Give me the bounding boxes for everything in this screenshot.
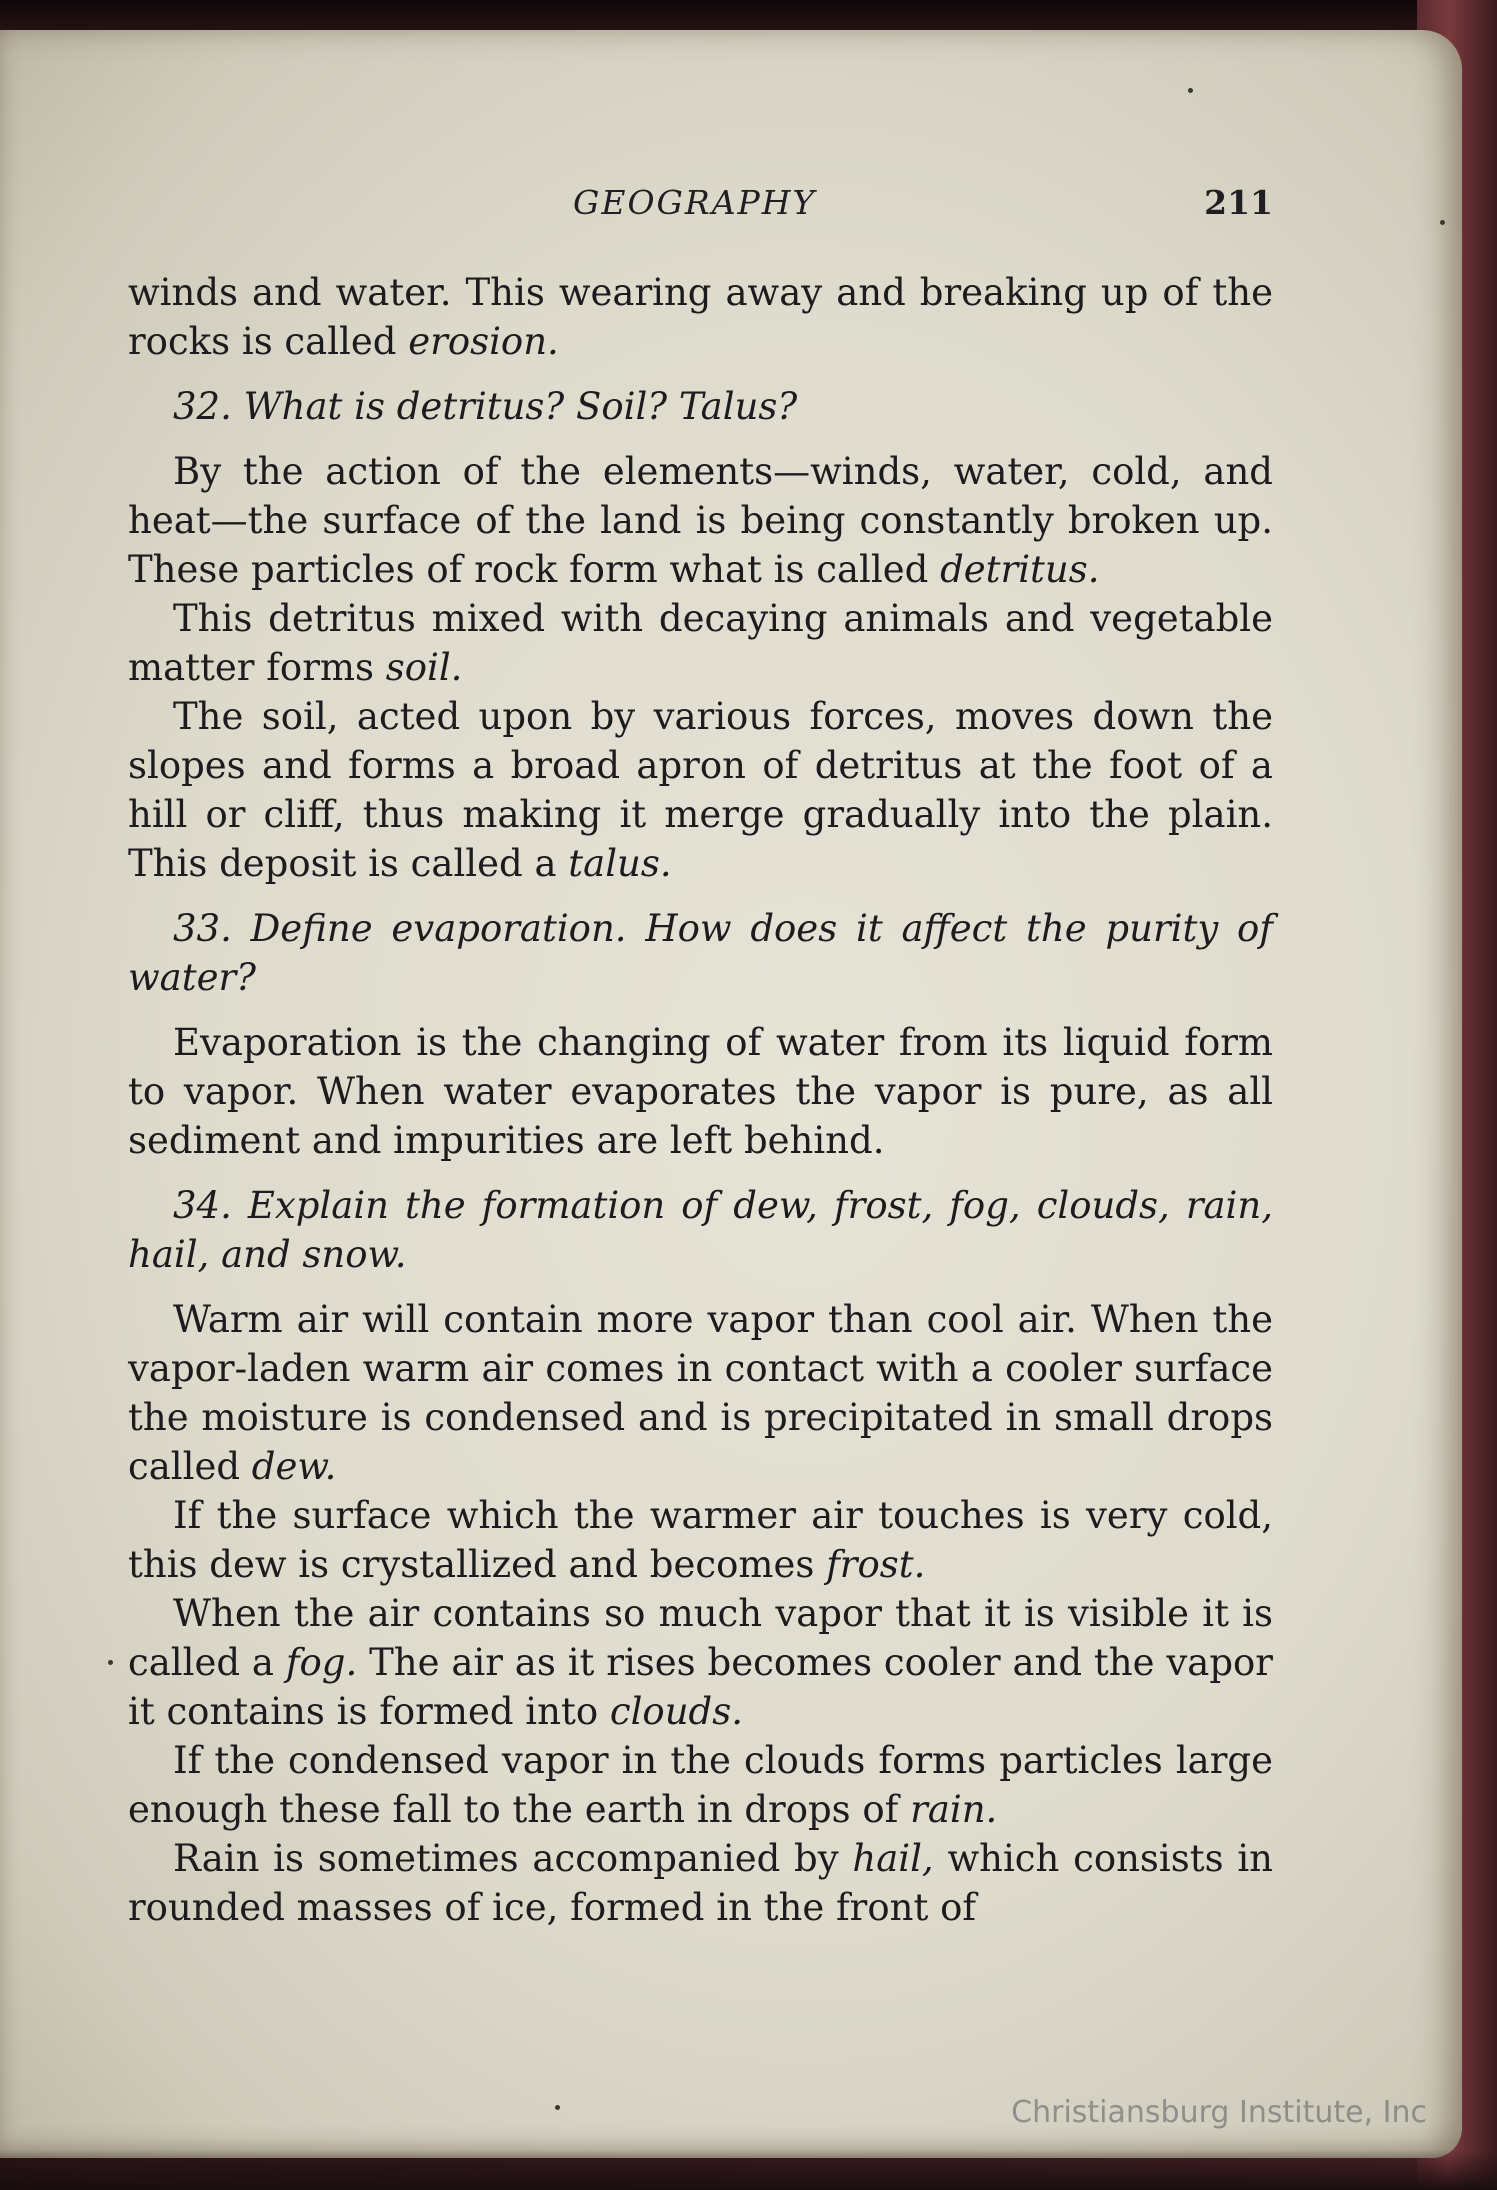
- term-frost: frost.: [826, 1543, 926, 1586]
- page-header: [128, 183, 1273, 233]
- paragraph-soil: [128, 594, 1273, 692]
- paragraph-frost: [128, 1491, 1273, 1589]
- paper-speck: [555, 2105, 560, 2110]
- term-detritus: detritus.: [940, 548, 1100, 591]
- term-hail: hail,: [852, 1837, 934, 1880]
- paper-speck: [108, 1660, 113, 1665]
- paragraph-text: Warm air will contain more vapor than cool air. When the vapor-laden warm air comes in contact with a cooler surface the moisture is condensed and is precipitated in small drops called: [128, 1298, 1273, 1488]
- question-33: 33. Define evaporation. How does it affect the purity of water?: [128, 907, 1273, 999]
- paragraph-text: If the surface which the warmer air touches is very cold, this dew is crystallized and becomes: [128, 1494, 1273, 1586]
- running-title: GEOGRAPHY: [573, 183, 817, 222]
- paragraph-text: The soil, acted upon by various forces, moves down the slopes and forms a broad apron of detritus at the foot of a hill or cliff, thus making it merge gradually into the plain. This deposit is called a: [128, 695, 1273, 885]
- term-talus: talus.: [568, 842, 672, 885]
- paragraph-text: If the condensed vapor in the clouds forms particles large enough these fall to the earth in drops of: [128, 1739, 1273, 1831]
- text-body: [128, 268, 1273, 1932]
- paragraph-talus: [128, 692, 1273, 888]
- paragraph-text: Rain is sometimes accompanied by: [173, 1837, 853, 1880]
- term-rain: rain.: [910, 1788, 998, 1831]
- paragraph-rain: [128, 1736, 1273, 1834]
- paragraph-text: winds and water. This wearing away and breaking up of the rocks is called: [128, 271, 1273, 363]
- paper-speck: [1188, 88, 1193, 93]
- term-dew: dew.: [251, 1445, 337, 1488]
- paragraph-text: When the air contains so much vapor that it is visible it is called a: [128, 1592, 1273, 1684]
- paragraph-text: This detritus mixed with decaying animals and vegetable matter forms: [128, 597, 1273, 689]
- paragraph-fog-clouds: [128, 1589, 1273, 1736]
- question-34: 34. Explain the formation of dew, frost, fog, clouds, rain, hail, and snow.: [128, 1184, 1273, 1276]
- term-soil: soil.: [385, 646, 463, 689]
- paragraph-detritus: [128, 447, 1273, 594]
- paragraph-evaporation: Evaporation is the changing of water from its liquid form to vapor. When water evaporates the vapor is pure, as all sediment and impurities are left behind.: [128, 1021, 1273, 1162]
- paragraph-text: which consists in rounded masses of ice, formed in the front of: [128, 1837, 1273, 1929]
- page-bottom-shadow: [0, 2150, 1497, 2190]
- term-clouds: clouds.: [609, 1690, 743, 1733]
- paragraph-erosion: [128, 268, 1273, 366]
- watermark: Christiansburg Institute, Inc: [1011, 2095, 1427, 2130]
- term-fog: fog.: [285, 1641, 358, 1684]
- paragraph-dew: [128, 1295, 1273, 1491]
- term-erosion: erosion.: [408, 320, 559, 363]
- paragraph-text: The air as it rises becomes cooler and the vapor it contains is formed into: [128, 1641, 1273, 1733]
- paragraph-hail: [128, 1834, 1273, 1932]
- paper-speck: [1440, 220, 1445, 225]
- paragraph-text: By the action of the elements—winds, water, cold, and heat—the surface of the land is being constantly broken up. These particles of rock form what is called: [128, 450, 1273, 591]
- page-number: 211: [1204, 183, 1273, 222]
- question-32: 32. What is detritus? Soil? Talus?: [173, 385, 798, 428]
